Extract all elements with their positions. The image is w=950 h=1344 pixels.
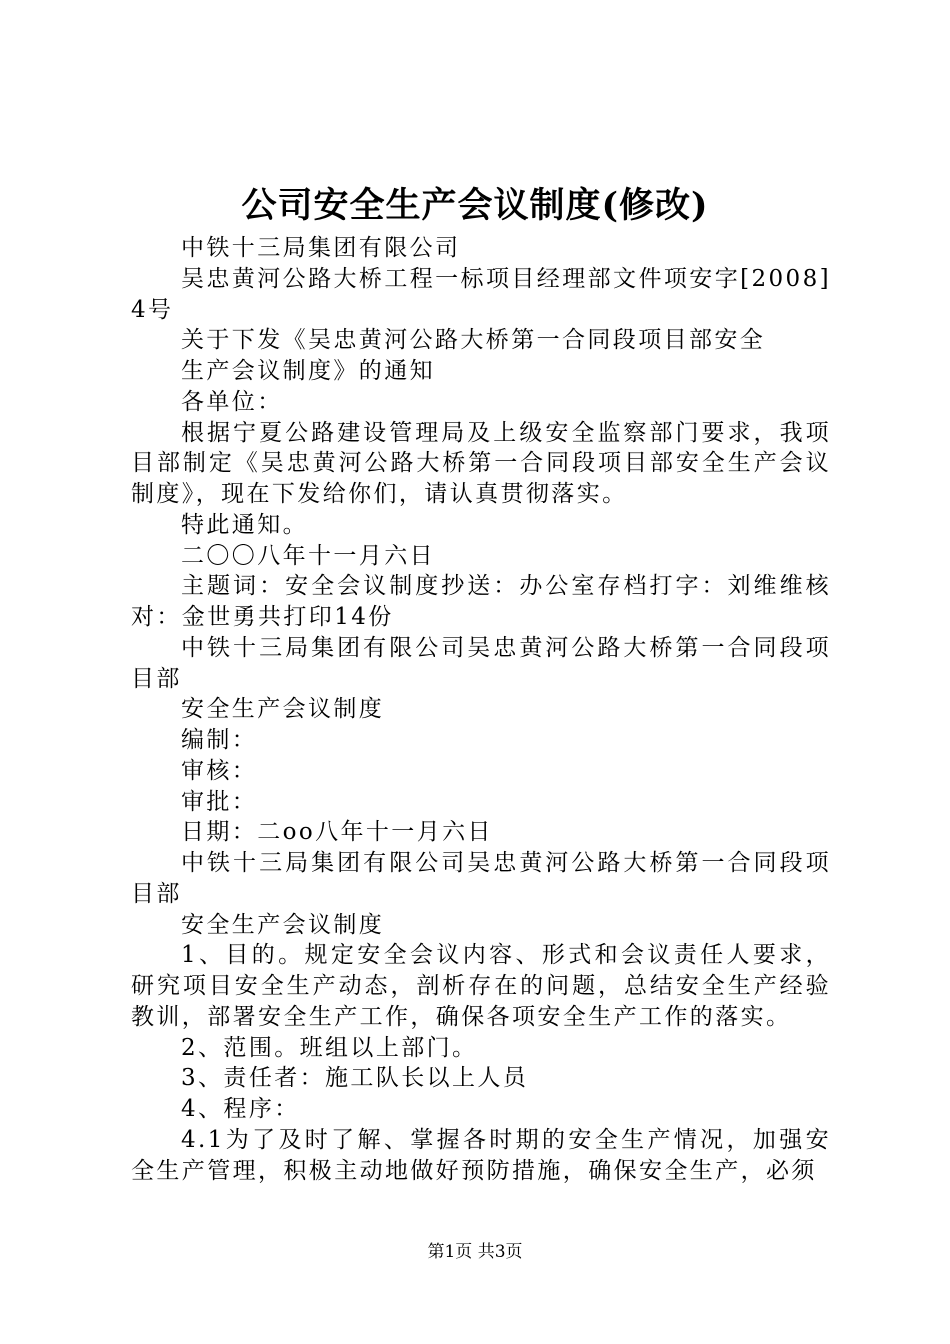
paragraph: 2、范围。班组以上部门。 bbox=[181, 1034, 478, 1061]
paragraph: 中铁十三局集团有限公司吴忠黄河公路大桥第一合同段项目部 bbox=[131, 850, 831, 907]
paragraph: 各单位： bbox=[181, 388, 283, 415]
paragraph: 日期：二oo八年十一月六日 bbox=[181, 819, 493, 846]
paragraph: 根据宁夏公路建设管理局及上级安全监察部门要求，我项目部制定《吴忠黄河公路大桥第一合同段项目部安全生产会议制度》，现在下发给你们，请认真贯彻落实。 bbox=[131, 419, 831, 507]
paragraph: 4.1为了及时了解、掌握各时期的安全生产情况，加强安全生产管理，积极主动地做好预防措施，确保安全生产，必须 bbox=[131, 1126, 831, 1184]
paragraph: 审核： bbox=[181, 757, 258, 784]
paragraph: 安全生产会议制度 bbox=[181, 911, 385, 938]
document-title: 公司安全生产会议制度(修改) bbox=[241, 185, 709, 226]
document-body bbox=[131, 233, 831, 1186]
paragraph: 审批： bbox=[181, 788, 258, 815]
paragraph: 二〇〇八年十一月六日 bbox=[181, 542, 435, 569]
paragraph: 编制： bbox=[181, 727, 258, 753]
paragraph: 生产会议制度》的通知 bbox=[181, 358, 435, 384]
paragraph: 中铁十三局集团有限公司 bbox=[181, 235, 461, 261]
page-footer: 第1页 共3页 bbox=[427, 1242, 523, 1262]
paragraph: 3、责任者：施工队长以上人员 bbox=[181, 1065, 529, 1092]
paragraph: 中铁十三局集团有限公司吴忠黄河公路大桥第一合同段项目部 bbox=[131, 634, 831, 692]
paragraph: 特此通知。 bbox=[181, 511, 308, 538]
paragraph: 吴忠黄河公路大桥工程一标项目经理部文件项安字[2008]4号 bbox=[131, 265, 831, 323]
paragraph: 1、目的。规定安全会议内容、形式和会议责任人要求，研究项目安全生产动态，剖析存在的问题，总结安全生产经验教训，部署安全生产工作，确保各项安全生产工作的落实。 bbox=[131, 942, 831, 1030]
paragraph: 关于下发《吴忠黄河公路大桥第一合同段项目部安全 bbox=[181, 327, 766, 354]
paragraph: 主题词：安全会议制度抄送：办公室存档打字：刘维维核对：金世勇共打印14份 bbox=[131, 573, 831, 630]
paragraph: 安全生产会议制度 bbox=[181, 696, 385, 723]
paragraph: 4、程序： bbox=[181, 1096, 300, 1122]
